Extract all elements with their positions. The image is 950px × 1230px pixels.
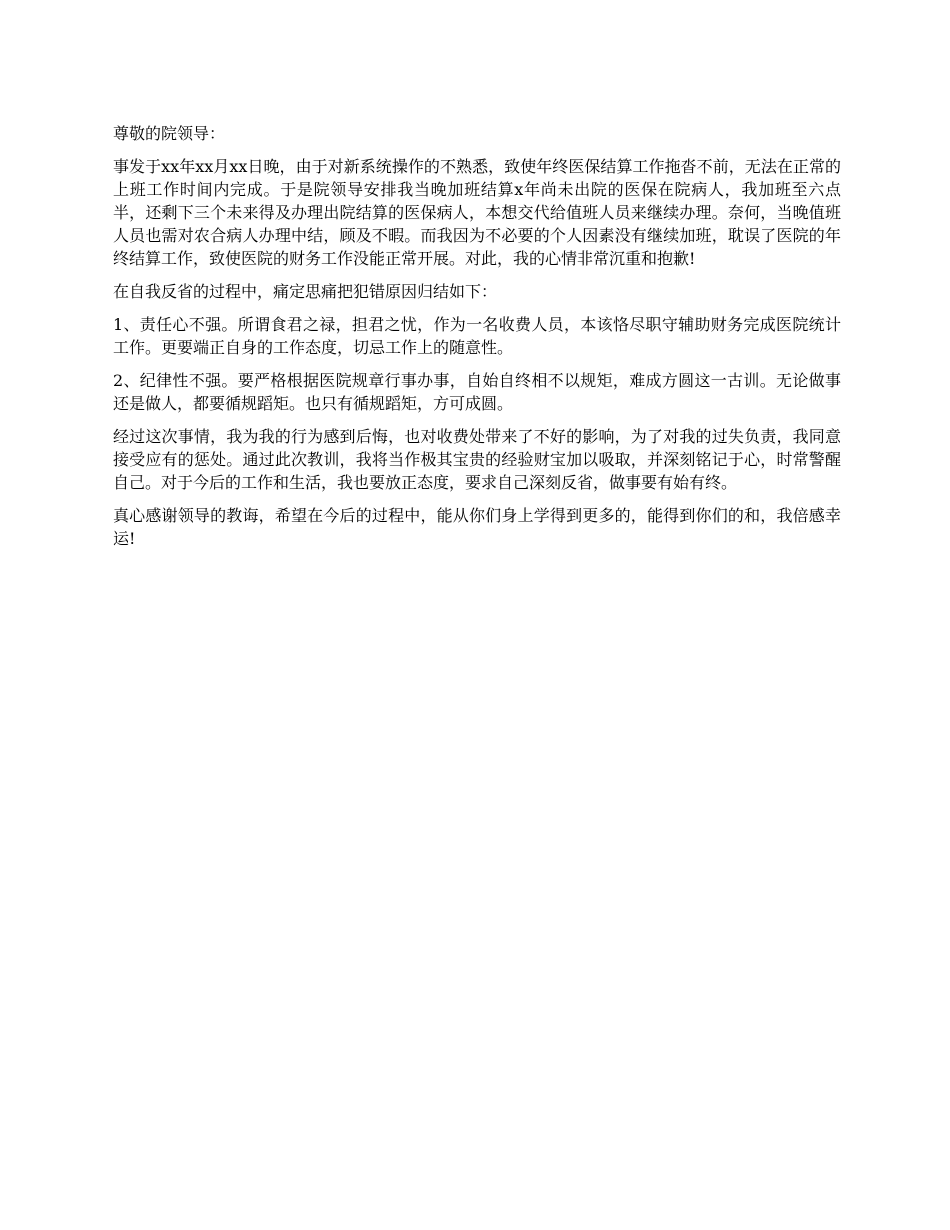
letter-body [113, 122, 841, 560]
paragraph-thanks: 真心感谢领导的教诲，希望在今后的过程中，能从你们身上学得到更多的，能得到你们的和，我倍感幸运! [113, 506, 841, 548]
paragraph-reason-2: 2、纪律性不强。要严格根据医院规章行事办事，自始自终相不以规矩，难成方圆这一古训。无论做事还是做人，都要循规蹈矩。也只有循规蹈矩，方可成圆。 [113, 371, 841, 413]
paragraph-commitment: 经过这次事情，我为我的行为感到后悔，也对收费处带来了不好的影响，为了对我的过失负责，我同意接受应有的惩处。通过此次教训，我将当作极其宝贵的经验财宝加以吸取，并深刻铭记于心，时常警醒自己。对于今后的工作和生活，我也要放正态度，要求自己深刻反省，做事要有始有终。 [113, 427, 841, 492]
paragraph-reason-1: 1、责任心不强。所谓食君之禄，担君之忧，作为一名收费人员，本该恪尽职守辅助财务完成医院统计工作。更要端正自身的工作态度，切忌工作上的随意性。 [113, 315, 841, 357]
letter-greeting: 尊敬的院领导： [113, 124, 226, 143]
paragraph-incident: 事发于xx年xx月xx日晚，由于对新系统操作的不熟悉，致使年终医保结算工作拖沓不前，无法在正常的上班工作时间内完成。于是院领导安排我当晚加班结算x年尚未出院的医保在院病人，我加班至六点半，还剩下三个未来得及办理出院结算的医保病人，本想交代给值班人员来继续办理。奈何，当晚值班人员也需对农合病人办理中结，顾及不暇。而我因为不必要的个人因素没有继续加班，耽误了医院的年终结算工作，致使医院的财务工作没能正常开展。对此，我的心情非常沉重和抱歉! [113, 157, 841, 268]
paragraph-reflection-intro: 在自我反省的过程中，痛定思痛把犯错原因归结如下： [113, 282, 498, 301]
